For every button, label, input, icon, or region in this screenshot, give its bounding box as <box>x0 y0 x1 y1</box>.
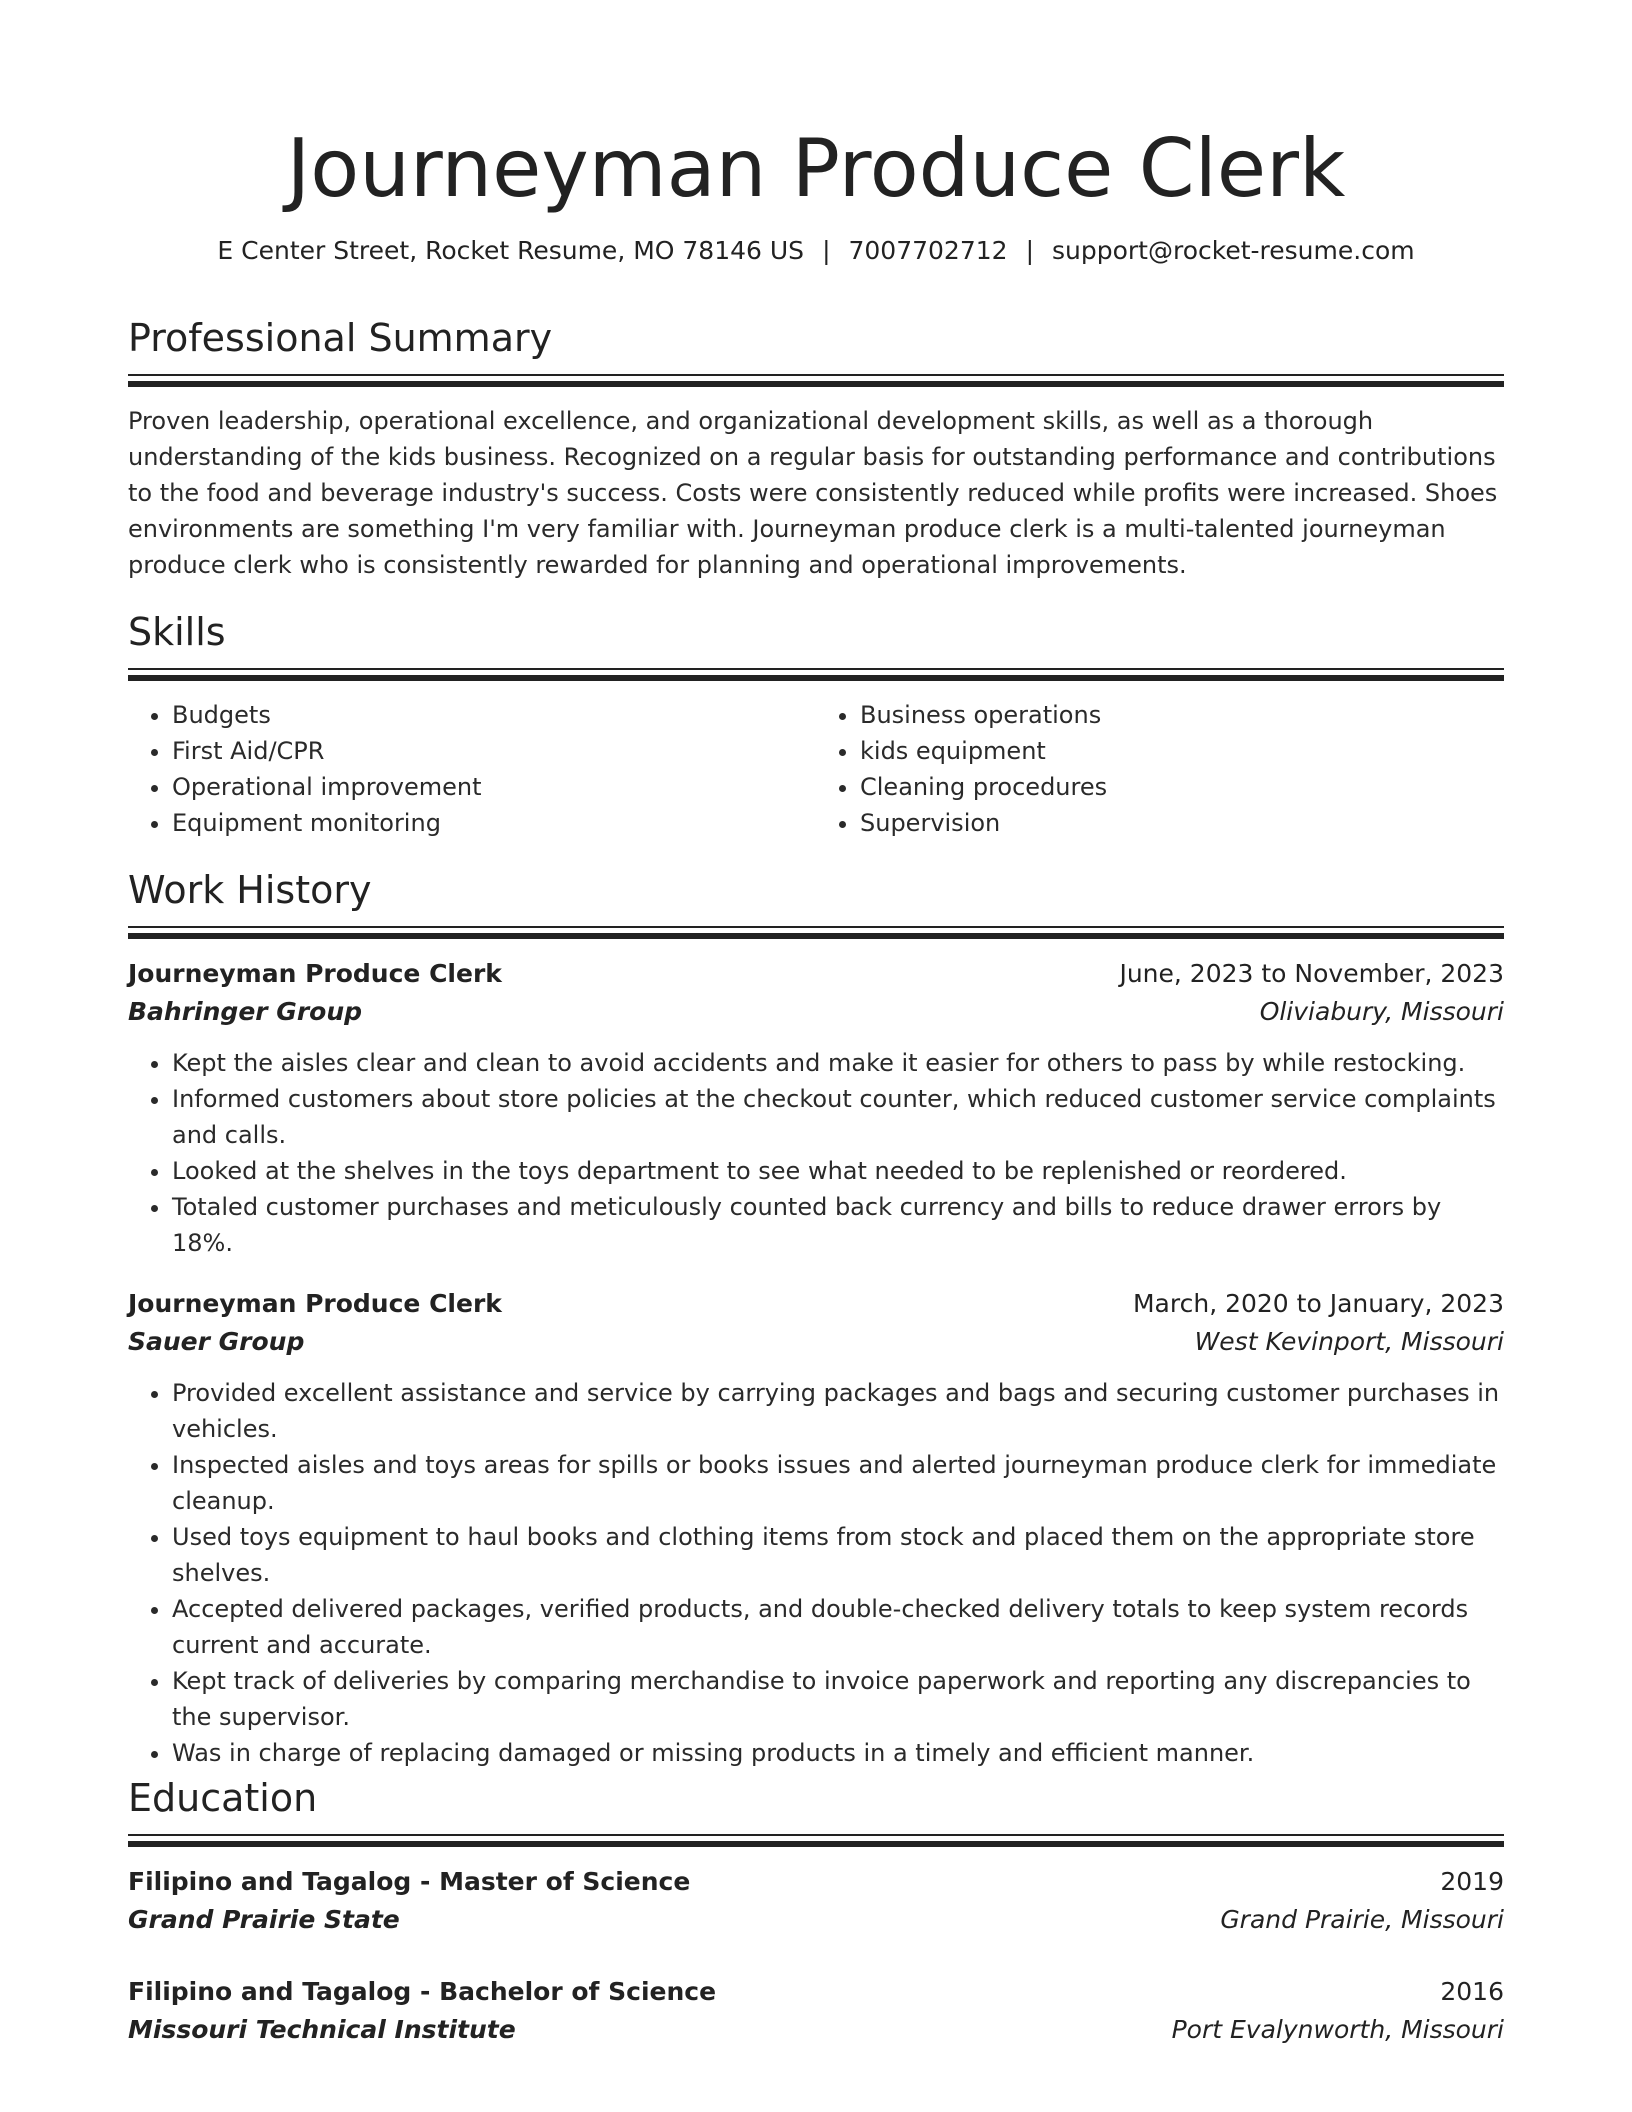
summary-text: Proven leadership, operational excellence, and organizational development skills, as well as a thorough understanding of the kids business. Recognized on a regular basis for outstanding performance and contributions to the food and beverage industry's success. Costs were consistently reduced while profits were increased. Shoes environments are something I'm very familiar with. Journeyman produce clerk is a multi-talented journeyman produce clerk who is consistently rewarded for planning and operational improvements. <box>128 407 1498 579</box>
section-divider <box>128 926 1504 939</box>
job-company-row <box>128 993 1504 1031</box>
job-company-row <box>128 1323 1504 1361</box>
section-divider <box>128 1834 1504 1847</box>
job-title: Journeyman Produce Clerk <box>128 959 502 988</box>
job-bullet: • Informed customers about store policies at the checkout counter, which reduced customer service complaints and calls. <box>172 1081 1504 1153</box>
education-header-row <box>128 1973 1504 2011</box>
job-bullet: • Was in charge of replacing damaged or missing products in a timely and efficient manner. <box>172 1735 1504 1771</box>
resume-page <box>128 0 1504 2044</box>
skill-item: • Cleaning procedures <box>860 769 1504 805</box>
contact-phone: 7007702712 <box>848 236 1008 265</box>
education-section <box>128 1774 1504 2049</box>
education-entry <box>128 1973 1504 2049</box>
job-bullet: • Kept the aisles clear and clean to avoid accidents and make it easier for others to pass by while restocking. <box>172 1045 1504 1081</box>
skill-item: • Budgets <box>172 697 816 733</box>
education-degree: Filipino and Tagalog - Bachelor of Science <box>128 1977 717 2006</box>
work-heading: Work History <box>128 868 372 912</box>
education-degree: Filipino and Tagalog - Master of Science <box>128 1867 691 1896</box>
education-school-row <box>128 2011 1504 2049</box>
candidate-name: Journeyman Produce Clerk <box>286 122 1346 215</box>
skills-list <box>128 697 1504 841</box>
education-year: 2016 <box>1440 1977 1504 2006</box>
skill-item: • Equipment monitoring <box>172 805 816 841</box>
job-dates: June, 2023 to November, 2023 <box>1119 959 1504 988</box>
job-bullet: • Inspected aisles and toys areas for spills or books issues and alerted journeyman produce clerk for immediate cleanup. <box>172 1447 1504 1519</box>
education-school: Missouri Technical Institute <box>128 2015 516 2044</box>
job-location: West Kevinport, Missouri <box>1194 1327 1504 1356</box>
contact-line <box>128 234 1504 268</box>
job-bullet: • Used toys equipment to haul books and clothing items from stock and placed them on the appropriate store shelves. <box>172 1519 1504 1591</box>
skills-column-left <box>128 697 816 841</box>
job-bullet: • Looked at the shelves in the toys department to see what needed to be replenished or reordered. <box>172 1153 1504 1189</box>
work-section <box>128 866 1504 1771</box>
education-school-row <box>128 1901 1504 1939</box>
job-header-row <box>128 1285 1504 1323</box>
skill-item: • Business operations <box>860 697 1504 733</box>
summary-section <box>128 314 1504 583</box>
skill-item: • First Aid/CPR <box>172 733 816 769</box>
education-location: Port Evalynworth, Missouri <box>1171 2015 1504 2044</box>
job-bullets <box>128 1045 1504 1261</box>
skills-column-right <box>816 697 1504 841</box>
skills-heading: Skills <box>128 610 226 654</box>
contact-separator: | <box>822 236 831 265</box>
job-entry <box>128 1285 1504 1771</box>
job-bullet: • Provided excellent assistance and service by carrying packages and bags and securing customer purchases in vehicles. <box>172 1375 1504 1447</box>
job-bullet: • Accepted delivered packages, verified products, and double-checked delivery totals to keep system records current and accurate. <box>172 1591 1504 1663</box>
skills-section <box>128 608 1504 841</box>
job-bullets <box>128 1375 1504 1771</box>
job-bullet: • Totaled customer purchases and meticulously counted back currency and bills to reduce drawer errors by 18%. <box>172 1189 1504 1261</box>
job-company: Sauer Group <box>128 1327 305 1356</box>
education-heading: Education <box>128 1776 318 1820</box>
contact-email: support@rocket-resume.com <box>1052 236 1415 265</box>
education-entry <box>128 1863 1504 1939</box>
summary-heading: Professional Summary <box>128 316 553 360</box>
skill-item: • kids equipment <box>860 733 1504 769</box>
contact-separator: | <box>1025 236 1034 265</box>
job-title: Journeyman Produce Clerk <box>128 1289 502 1318</box>
skill-item: • Operational improvement <box>172 769 816 805</box>
job-entry <box>128 955 1504 1261</box>
section-divider <box>128 374 1504 387</box>
job-header-row <box>128 955 1504 993</box>
education-location: Grand Prairie, Missouri <box>1220 1905 1504 1934</box>
job-dates: March, 2020 to January, 2023 <box>1132 1289 1504 1318</box>
job-company: Bahringer Group <box>128 997 363 1026</box>
section-divider <box>128 668 1504 681</box>
contact-address: E Center Street, Rocket Resume, MO 78146 US <box>217 236 805 265</box>
education-school: Grand Prairie State <box>128 1905 400 1934</box>
education-year: 2019 <box>1440 1867 1504 1896</box>
job-location: Oliviabury, Missouri <box>1259 997 1504 1026</box>
skill-item: • Supervision <box>860 805 1504 841</box>
job-bullet: • Kept track of deliveries by comparing merchandise to invoice paperwork and reporting any discrepancies to the supervisor. <box>172 1663 1504 1735</box>
education-header-row <box>128 1863 1504 1901</box>
